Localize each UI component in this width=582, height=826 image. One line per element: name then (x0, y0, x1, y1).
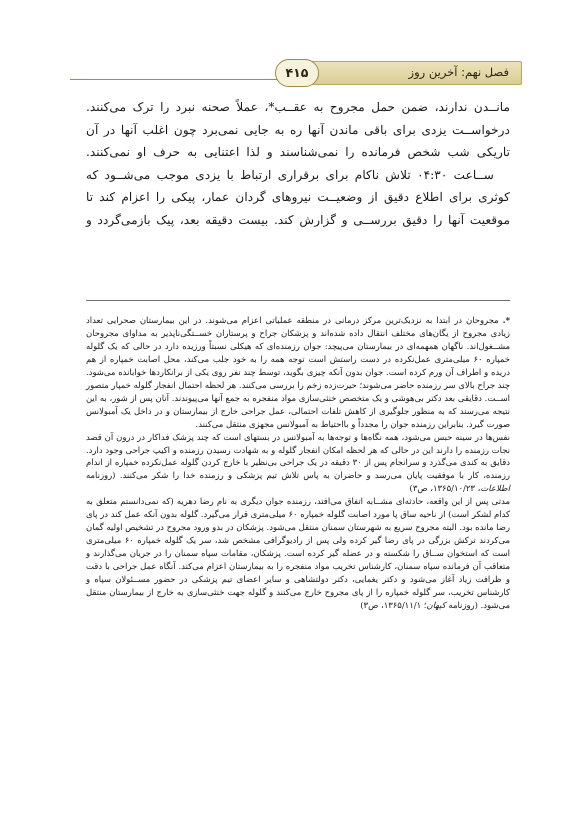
footnote-separator (86, 300, 510, 301)
source-title: اطلاعات (480, 483, 510, 494)
page-number: ۴۱۵ (275, 59, 319, 87)
source-title: کیهان (426, 599, 446, 610)
footnote-text: مدتی پس از این واقعه، حادثه‌ای مشــابه اتفاق می‌افتد، رزمنده جوان دیگری به نام رضا دهریه (که نمی‌دانستم متعلق به کدام لشکر است) از ناحیه ساق پا مورد اصابت گلوله خمپاره ۶۰ میلی‌متری قرار می‌گیرد. گلوله بدون آنکه عمل کند در پای رضا مانده بود. البته مجروح سریع به شهرستان سمنان منتقل می‌شود. پزشکان در بدو ورود مجروح در تشخیص اولیه گمان می‌کردند ترکش بزرگی در پای رضا گیر کرده ولی پس از رادیوگرافی مشخص شد، سر یک گلوله خمپاره ۶۰ میلی‌متری است که استخوان ســاق را شکسته و در عضله گیر کرده است. پزشکان، مقامات سپاه سمنان را در جریان می‌گذارند و متعاقب آن فرمانده سپاه سمنان، کارشناس تخریب مواد منفجره را به بیمارستان اعزام می‌کند. آنگاه عمل جراحی با دقت و ظرافت زیاد آغاز می‌شود و دکتر یغمایی، دکتر دولتشاهی و سایر اعضای تیم پزشکی در حضور مســئولان سپاه و کارشناس تخریب، سر گلوله خمپاره را از پای مجروح خارج می‌کنند و گلوله جهت خنثی‌سازی به خارج از بیمارستان منتقل می‌شود. (86, 496, 510, 610)
footnote-paragraph (86, 495, 510, 612)
chapter-title: فصل نهم: آخرین روز (408, 65, 509, 79)
body-paragraph: مانــدن ندارند، ضمن حمل مجروح به عقــب*، عملاً صحنه نبرد را ترک می‌کنند. درخواســت یزدی برای باقی ماندن آنها ره به جایی نمی‌برد چون اغلب آنها در آن تاریکی شب شخص فرمانده را نمی‌شناسند و لذا اعتنایی به حرف او نمی‌کنند. (86, 100, 510, 160)
running-header (70, 58, 522, 92)
footnote-marker: *. (502, 315, 510, 325)
chapter-tab (278, 61, 522, 85)
footnotes (86, 314, 510, 612)
footnote-text: نفس‌ها در سینه حبس می‌شود، همه نگاه‌ها و توجه‌ها به آمبولانس در بستهای است که چند پزشک فداکار در درون آن قصد نجات رزمنده را دارند این در حالی که هر لحظه امکان انفجار گلوله و به شهادت رسیدن رزمنده و اکیپ جراحی وجود دارد. دقایق به کندی می‌گذرد و سرانجام پس از ۳۰ دقیقه در یک جراحی بی‌نظیر با خارج کردن گلوله عمل‌نکرده خمپاره از اندام رزمنده، کار با موفقیت پایان می‌رسد و حاضران به پاس تلاش تیم پزشکی و رزمنده خدا را شکر می‌کنند. (86, 431, 510, 481)
footnote-paragraph (86, 314, 510, 431)
body-text (86, 96, 510, 232)
footnote-source: (روزنامه اطلاعات، ۱۳۶۵/۱۰/۲۳، ص۳) (86, 470, 510, 494)
footnote-paragraph (86, 431, 510, 496)
footnote-text: مجروحان در ابتدا به نزدیک‌ترین مرکز درمانی در منطقه عملیاتی اعزام می‌شوند. در این بیمارستان صحرایی تعداد زیادی مجروح از یگان‌های مختلف انتقال داده شده‌اند و پزشکان جراح و پرستاران خســتگی‌ناپذیر به مداوای مجروحان مشــغول‌اند. ناگهان همهمه‌ای در بیمارستان می‌پیچد: جوان رزمنده‌ای که هیکلی نسبتاً ورزیده دارد در حالی که یک گلوله خمپاره ۶۰ میلی‌متری عمل‌نکرده در دست راستش است توجه همه را به خود جلب می‌کند، محل اصابت خمپاره از هم دریده و اطراف آن ورم کرده است. جوان بدون آنکه چیزی بگوید، توسط چند نفر روی یکی از برانکاردها خوابانده می‌شود. چند جراح بالای سر رزمنده حاضر می‌شوند؛ حیرت‌زده زخم را بررسی می‌کنند. هر لحظه احتمال انفجار گلوله خمپار متصور اســت. دقایقی بعد دکتر بی‌هوشی و یک متخصص خنثی‌سازی مواد منفجره به جمع آنها می‌پیوندند. آنان پس از شور، به این نتیجه می‌رسند که به منظور جلوگیری از کاهش تلفات احتمالی، عمل جراحی خارج از بیمارستان و در داخل یک آمبولانس صورت گیرد. بنابراین رزمنده جوان را مجدداً و بااحتیاط به آمبولانس مجهزی منتقل می‌کنند. (86, 315, 511, 429)
body-paragraph: ســاعت ۰۴:۳۰ تلاش ناکام برای برقراری ارتباط با یزدی موجب می‌شــود که کوثری برای اطلاع دقیق از وضعیــت نیروهای گردان عمار، پیکی را اعزام کند تا موقعیت آنها را دقیق بررســی و گزارش کند. بیست دقیقه بعد، پیک بازمی‌گردد و (86, 167, 510, 227)
footnote-source: (روزنامه کیهان؛ ۱۳۶۵/۱۱/۱، ص۳) (360, 599, 481, 610)
